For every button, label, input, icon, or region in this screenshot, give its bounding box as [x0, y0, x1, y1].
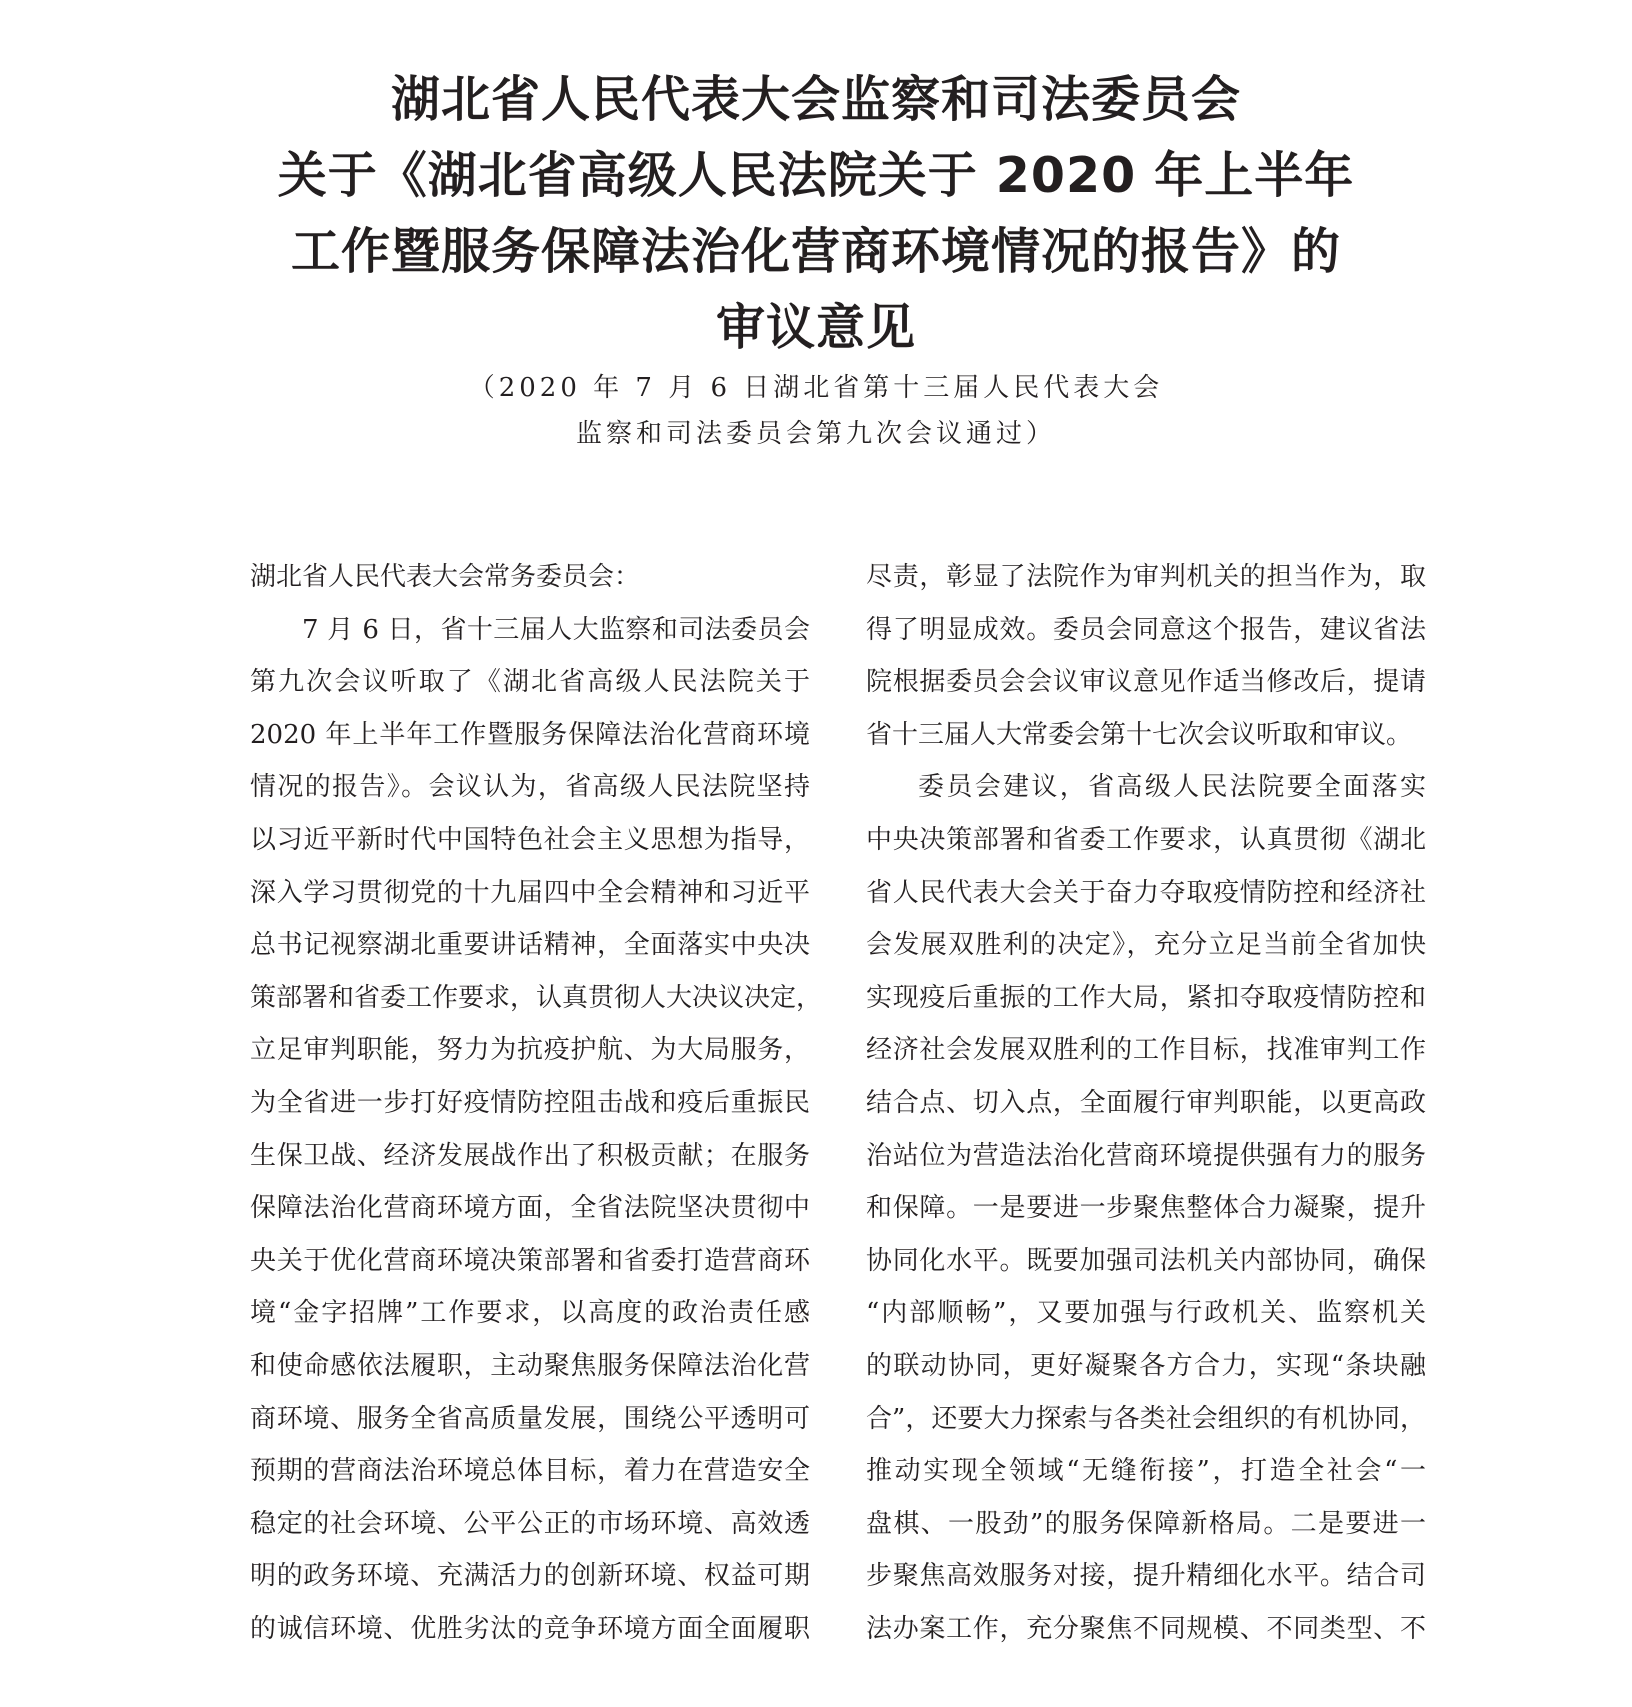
body-line: 商环境、服务全省高质量发展，围绕公平透明可 — [250, 1403, 810, 1434]
body-right-column — [866, 551, 1426, 1655]
document-subtitle — [0, 365, 1632, 457]
body-line: 经济社会发展双胜利的工作目标，找准审判工作 — [866, 1035, 1426, 1066]
body-line: 推动实现全领域“无缝衔接”，打造全社会“一 — [866, 1456, 1426, 1487]
body-line: 中央决策部署和省委工作要求，认真贯彻《湖北 — [866, 824, 1426, 855]
body-line: 协同化水平。既要加强司法机关内部协同，确保 — [866, 1245, 1426, 1276]
body-line: 的联动协同，更好凝聚各方合力，实现“条块融 — [866, 1350, 1426, 1381]
body-line: 湖北省人民代表大会常务委员会： — [250, 562, 641, 592]
body-line: 实现疫后重振的工作大局，紧扣夺取疫情防控和 — [866, 982, 1426, 1013]
body-line: 尽责，彰显了法院作为审判机关的担当作为，取 — [866, 562, 1426, 592]
body-line: 为全省进一步打好疫情防控阻击战和疫后重振民 — [250, 1087, 810, 1118]
body-line: 深入学习贯彻党的十九届四中全会精神和习近平 — [250, 877, 810, 908]
body-line: 会发展双胜利的决定》，充分立足当前全省加快 — [866, 930, 1426, 961]
body-line: 以习近平新时代中国特色社会主义思想为指导， — [250, 824, 810, 855]
document-title — [0, 62, 1632, 366]
body-line: 2020 年上半年工作暨服务保障法治化营商环境 — [250, 719, 810, 750]
body-left-column — [250, 551, 823, 1655]
body-line: 策部署和省委工作要求，认真贯彻人大决议决定， — [250, 982, 823, 1013]
body-line: 得了明显成效。委员会同意这个报告，建议省法 — [866, 614, 1426, 645]
body-line: 立足审判职能，努力为抗疫护航、为大局服务， — [250, 1035, 810, 1066]
body-line: 第九次会议听取了《湖北省高级人民法院关于 — [250, 667, 810, 698]
body-line: 合”，还要大力探索与各类社会组织的有机协同， — [866, 1403, 1426, 1434]
body-line: 委员会建议，省高级人民法院要全面落实 — [918, 772, 1426, 803]
body-line: 保障法治化营商环境方面，全省法院坚决贯彻中 — [250, 1193, 810, 1224]
body-line: 和使命感依法履职，主动聚焦服务保障法治化营 — [250, 1350, 810, 1381]
subtitle-line: （2020 年 7 月 6 日湖北省第十三届人民代表大会 — [468, 373, 1164, 403]
body-line: 央关于优化营商环境决策部署和省委打造营商环 — [250, 1245, 810, 1276]
body-line: 省十三届人大常委会第十七次会议听取和审议。 — [866, 719, 1413, 750]
body-line: 盘棋、一股劲”的服务保障新格局。二是要进一 — [866, 1508, 1426, 1539]
body-line: 境“金字招牌”工作要求，以高度的政治责任感 — [250, 1298, 810, 1329]
body-line: 和保障。一是要进一步聚焦整体合力凝聚，提升 — [866, 1193, 1426, 1224]
body-line: 总书记视察湖北重要讲话精神，全面落实中央决 — [250, 930, 810, 961]
body-line: 法办案工作，充分聚焦不同规模、不同类型、不 — [866, 1613, 1426, 1644]
body-line: “内部顺畅”，又要加强与行政机关、监察机关 — [866, 1298, 1426, 1329]
title-line: 工作暨服务保障法治化营商环境情况的报告》的 — [290, 223, 1341, 280]
subtitle-line: 监察和司法委员会第九次会议通过） — [575, 419, 1056, 449]
body-line: 的诚信环境、优胜劣汰的竞争环境方面全面履职 — [250, 1613, 810, 1644]
body-line: 治站位为营造法治化营商环境提供强有力的服务 — [866, 1140, 1426, 1171]
body-line: 生保卫战、经济发展战作出了积极贡献；在服务 — [250, 1140, 810, 1171]
body-line: 7 月 6 日，省十三届人大监察和司法委员会 — [302, 614, 810, 645]
body-line: 预期的营商法治环境总体目标，着力在营造安全 — [250, 1456, 810, 1487]
body-line: 稳定的社会环境、公平公正的市场环境、高效透 — [250, 1508, 810, 1539]
title-line: 湖北省人民代表大会监察和司法委员会 — [390, 71, 1241, 128]
body-line: 院根据委员会会议审议意见作适当修改后，提请 — [866, 667, 1426, 698]
body-line: 结合点、切入点，全面履行审判职能，以更高政 — [866, 1087, 1426, 1118]
body-line: 步聚焦高效服务对接，提升精细化水平。结合司 — [866, 1561, 1426, 1592]
body-line: 省人民代表大会关于奋力夺取疫情防控和经济社 — [866, 877, 1426, 908]
body-line: 明的政务环境、充满活力的创新环境、权益可期 — [250, 1561, 810, 1592]
title-line: 审议意见 — [715, 299, 916, 356]
title-line: 关于《湖北省高级人民法院关于 2020 年上半年 — [277, 147, 1355, 204]
body-line: 情况的报告》。会议认为，省高级人民法院坚持 — [250, 772, 810, 803]
